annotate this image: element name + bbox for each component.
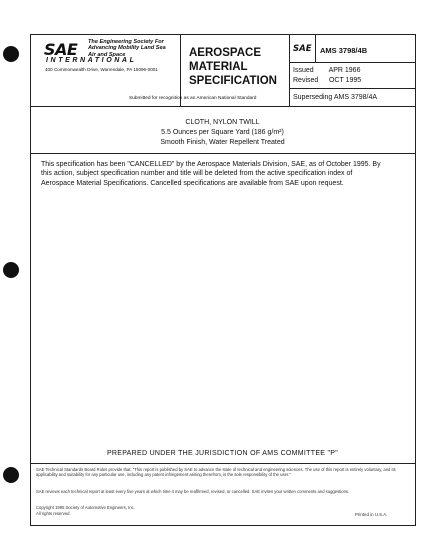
submitted-note: Submitted for recognition as an American National Standard [129,96,257,101]
revised-row [293,77,361,84]
spec-title-line-1: CLOTH, NYLON TWILL [185,119,260,126]
revision-rule [289,88,415,89]
printed-in: Printed in U.S.A. [355,512,388,517]
revised-date: OCT 1995 [328,77,362,84]
superseding-note: Superseding AMS 3798/4A [293,94,378,101]
issued-label: Issued [293,67,314,74]
sae-logo: SAE [44,40,78,59]
issued-date: APR 1966 [328,67,361,74]
spec-title-line-2: 5.5 Ounces per Square Yard (186 g/m²) [161,129,284,136]
revised-label: Revised [293,77,319,84]
prepared-statement: PREPARED UNDER THE JURISDICTION OF AMS COMMITTEE "P" [106,450,339,457]
title-line-1: AEROSPACE [189,47,261,59]
ams-number-rule [289,62,415,63]
cancellation-paragraph: This specification has been "CANCELLED" by the Aerospace Materials Division, SAE, as of October 1995. By this action, subject specification number and title will be deleted from the active specification index of Aerospace Material Specifications. Cancelled specifications are available from SAE upon request. [41,161,381,187]
binder-hole-middle [3,262,19,278]
header-bottom-rule [30,106,415,107]
binder-hole-top [3,46,19,62]
footer-copyright: Copyright 1995 Society of Automotive Engineers, Inc. [36,505,135,510]
document-title [189,46,289,88]
header-divider-right [289,34,290,106]
footer-disclaimer: SAE Technical Standards Board Rules provide that: "This report is published by SAE to advance the state of technical and engineering sciences. The use of this report is entirely voluntary, and its applicability and suitability for any particular use, including any patent infringement arising therefrom, is the sole responsibility of the user." [36,467,396,478]
sae-international: INTERNATIONAL [46,57,137,64]
footer-rights: All rights reserved. [36,511,71,516]
binder-hole-bottom [3,467,19,483]
sae-small-logo: SAE [293,44,312,54]
title-line-2: MATERIAL [189,61,248,73]
issued-row [293,67,360,74]
title-line-3: SPECIFICATION [189,75,277,87]
sae-tagline: The Engineering Society For Advancing Mobility Land Sea Air and Space [88,39,166,58]
footer-rule [30,463,415,464]
sae-address: 400 Commonwealth Drive, Warrendale, PA 15096-0001 [45,67,158,72]
spec-title-line-3: Smooth Finish, Water Repellent Treated [160,139,285,146]
footer-review-note: SAE reviews each technical report at least every five years at which time it may be reaffirmed, revised, or cancelled. SAE invites your written comments and suggestions. [36,489,350,494]
sae-small-divider [315,34,316,62]
spec-title-rule [30,153,415,154]
ams-number: AMS 3798/4B [320,46,368,55]
